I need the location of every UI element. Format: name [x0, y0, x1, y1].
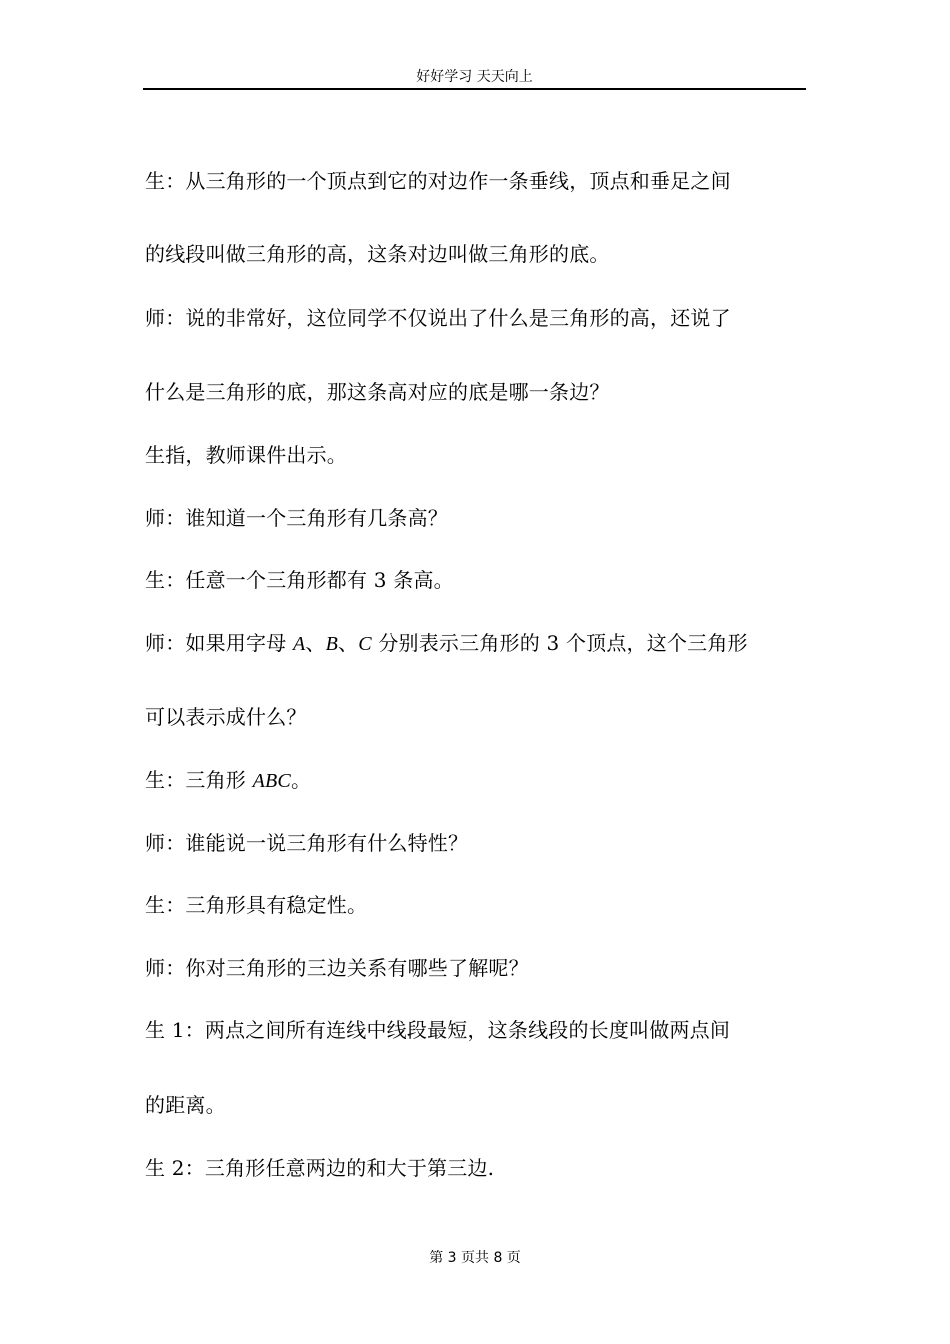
page-footer	[0, 1249, 950, 1267]
paragraph-line: 什么是三角形的底，那这条高对应的底是哪一条边？	[145, 380, 610, 404]
paragraph-line: 生 1：两点之间所有连线中线段最短，这条线段的长度叫做两点间	[145, 1018, 731, 1042]
math-variable: C	[358, 633, 372, 655]
text-run: 、	[338, 631, 359, 655]
paragraph-line	[145, 768, 311, 793]
paragraph-line: 生：任意一个三角形都有 3 条高。	[145, 568, 454, 592]
paragraph-line: 师：谁能说一说三角形有什么特性？	[145, 831, 469, 855]
page-number: 第 3 页共 8 页	[429, 1250, 521, 1266]
paragraph-line: 生指，教师课件出示。	[145, 443, 347, 467]
paragraph-line: 的线段叫做三角形的高，这条对边叫做三角形的底。	[145, 242, 610, 266]
header-text: 好好学习 天天向上	[416, 69, 533, 85]
paragraph-line: 师：说的非常好，这位同学不仅说出了什么是三角形的高，还说了	[145, 306, 731, 330]
paragraph-line: 师：你对三角形的三边关系有哪些了解呢？	[145, 956, 529, 980]
text-run: 师：如果用字母	[145, 631, 293, 655]
math-variable: ABC	[252, 770, 291, 792]
text-run: 、	[305, 631, 326, 655]
paragraph-line: 生 2：三角形任意两边的和大于第三边.	[145, 1156, 495, 1180]
page-header	[143, 68, 806, 90]
paragraph-line: 生：三角形具有稳定性。	[145, 893, 368, 917]
paragraph-line: 师：谁知道一个三角形有几条高？	[145, 506, 448, 530]
math-variable: A	[292, 633, 306, 655]
paragraph-line: 生：从三角形的一个顶点到它的对边作一条垂线，顶点和垂足之间	[145, 169, 731, 193]
math-variable: B	[325, 633, 339, 655]
text-run: 分别表示三角形的 3 个顶点，这个三角形	[371, 631, 748, 655]
paragraph-line	[145, 631, 748, 656]
text-run: 。	[290, 768, 312, 792]
text-run: 生：三角形	[145, 768, 253, 792]
paragraph-line: 的距离。	[145, 1093, 226, 1117]
paragraph-line: 可以表示成什么？	[145, 705, 307, 729]
